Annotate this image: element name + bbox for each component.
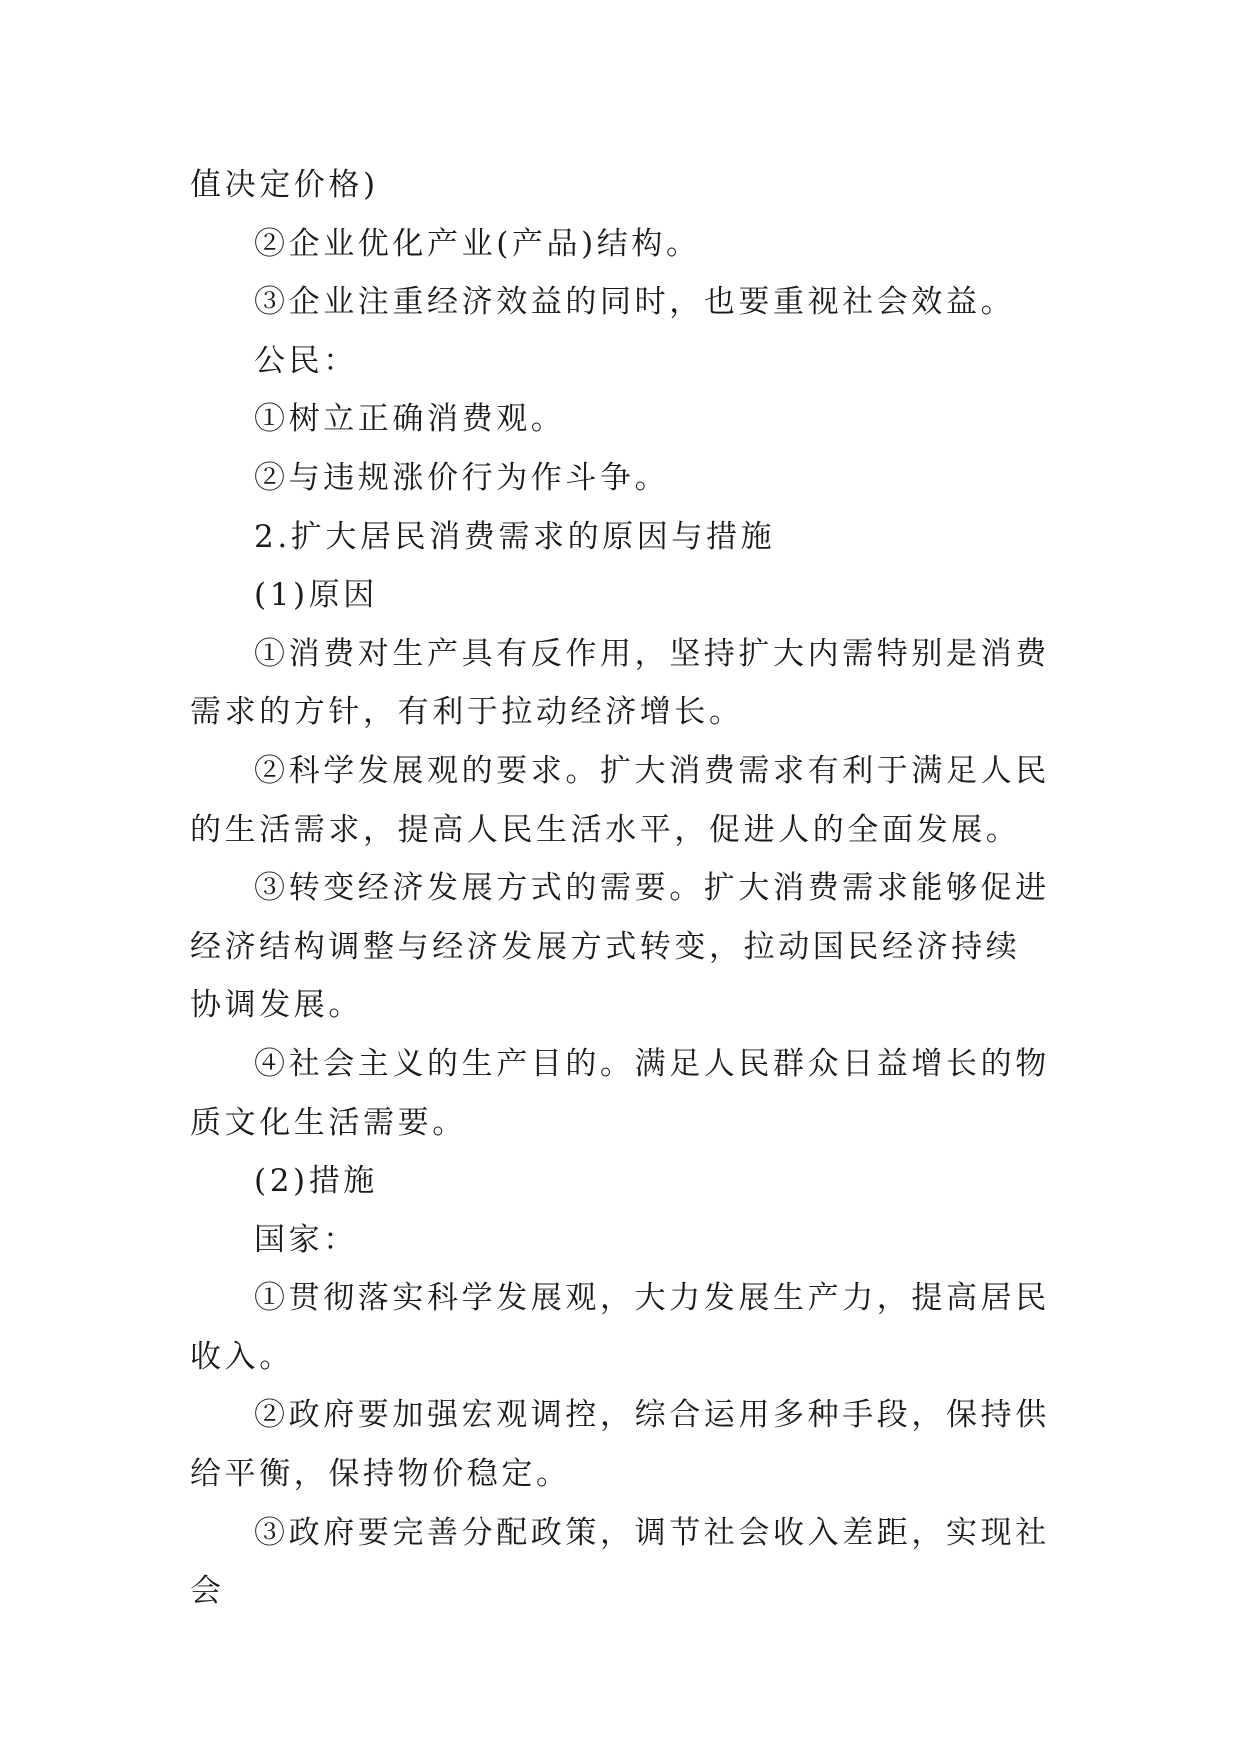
paragraph-reason-4: ④社会主义的生产目的。满足人民群众日益增长的物质文化生活需要。 [190, 1045, 1050, 1141]
paragraph-reason-1: ①消费对生产具有反作用，坚持扩大内需特别是消费需求的方针，有利于拉动经济增长。 [190, 635, 1050, 731]
heading-citizens: 公民： [254, 342, 358, 379]
paragraph-reason-3: ③转变经济发展方式的需要。扩大消费需求能够促进经济结构调整与经济发展方式转变，拉动国民经济持续协调发展。 [190, 870, 1050, 1024]
section-heading-demand: 2.扩大居民消费需求的原因与措施 [254, 518, 776, 555]
subheading-reasons: (1)原因 [254, 577, 378, 614]
heading-state: 国家： [254, 1221, 358, 1258]
paragraph-measure-2: ②政府要加强宏观调控，综合运用多种手段，保持供给平衡，保持物价稳定。 [190, 1397, 1050, 1493]
paragraph-measure-3: ③政府要完善分配政策，调节社会收入差距，实现社会 [190, 1514, 1050, 1610]
paragraph-citizens-consumption: ①树立正确消费观。 [254, 401, 566, 438]
paragraph-enterprise-benefits: ③企业注重经济效益的同时，也要重视社会效益。 [254, 284, 1016, 321]
subheading-measures: (2)措施 [254, 1163, 378, 1200]
paragraph-enterprise-structure: ②企业优化产业(产品)结构。 [254, 225, 701, 262]
paragraph-reason-2: ②科学发展观的要求。扩大消费需求有利于满足人民的生活需求，提高人民生活水平，促进人的全面发展。 [190, 752, 1050, 848]
paragraph-citizens-price: ②与违规涨价行为作斗争。 [254, 459, 670, 496]
paragraph-measure-1: ①贯彻落实科学发展观，大力发展生产力，提高居民收入。 [190, 1280, 1050, 1375]
document-body [190, 156, 1050, 1621]
paragraph-continuation: 值决定价格) [190, 167, 379, 203]
